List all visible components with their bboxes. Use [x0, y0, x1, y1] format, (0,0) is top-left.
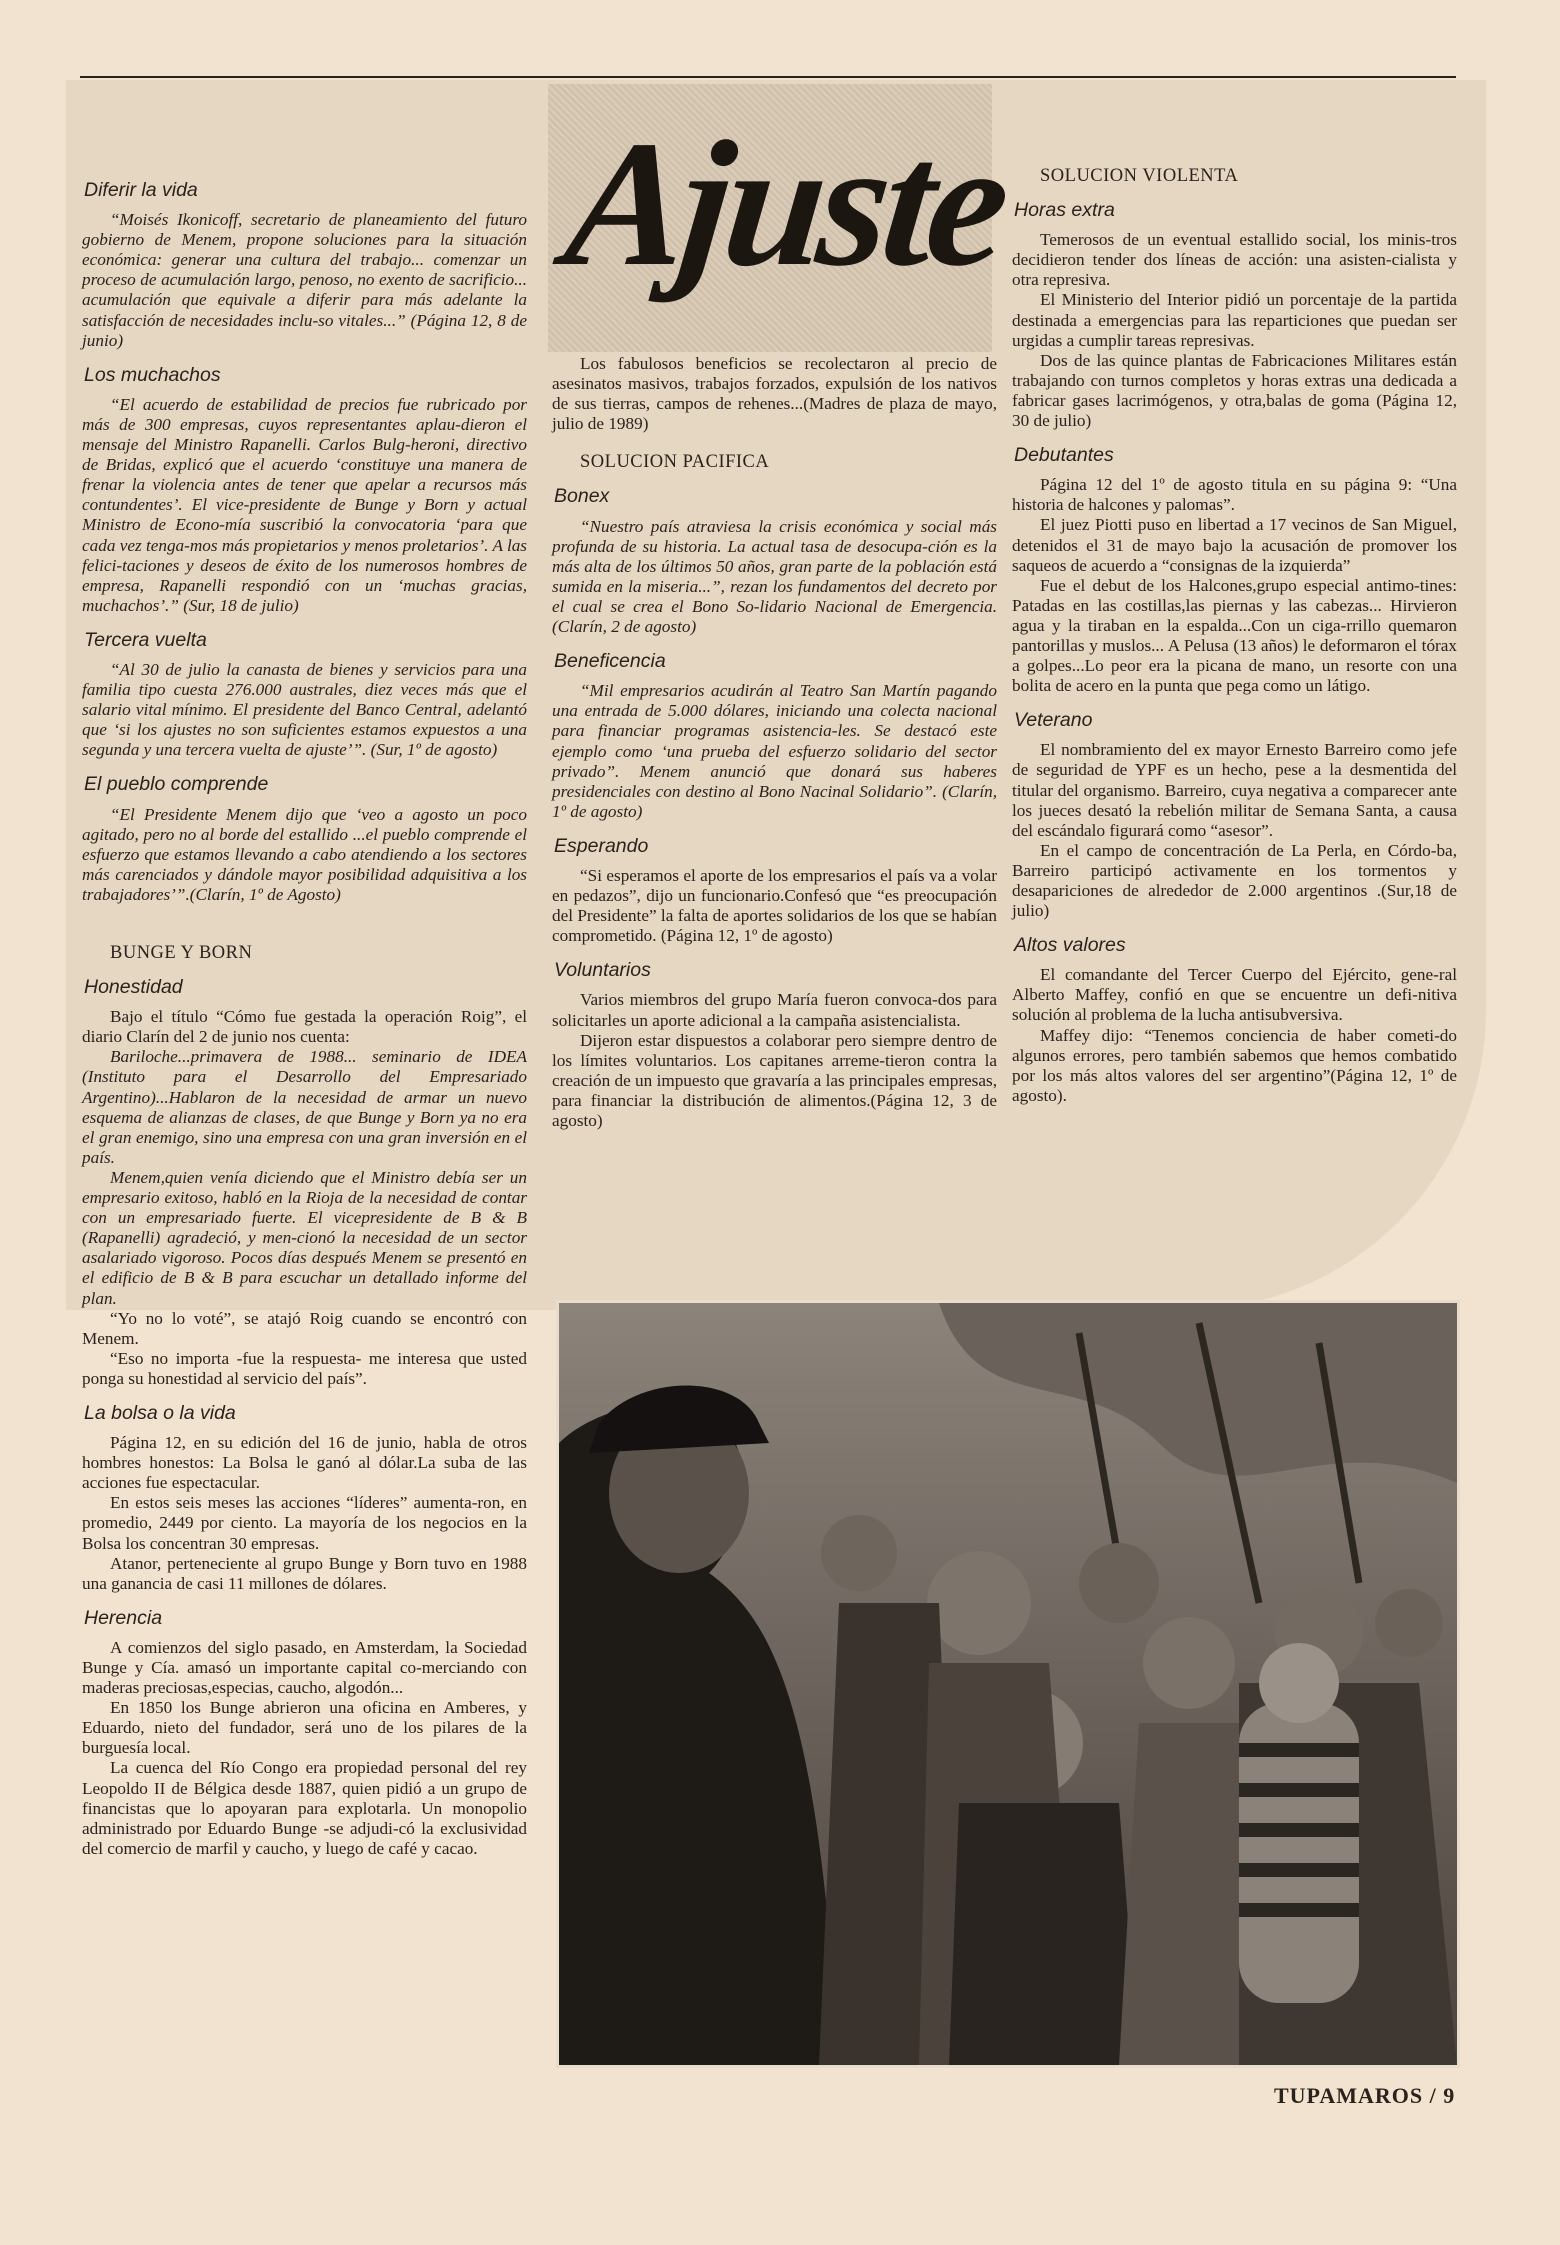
page-title: Ajuste: [557, 104, 1013, 303]
heading-debutantes: Debutantes: [1014, 444, 1114, 467]
heading-bolsa: La bolsa o la vida: [84, 1401, 236, 1424]
altos-p2: Maffey dijo: “Tenemos conciencia de haber cometi-do algunos errores, pero también sabemos que hemos combatido por los más altos valores del ser argentino”(Página 12, 1º de agosto).: [1012, 1025, 1457, 1105]
column-3: [1012, 166, 1457, 1106]
text-tercera: “Al 30 de julio la canasta de bienes y servicios para una familia tipo cuesta 276.000 australes, diez veces más que el salario vital mínimo. El presidente del Banco Central, adelantó que ‘si los ajustes no son suficientes estamos expuestos a una segunda y una tercera vuelta de ajuste’”. (Sur, 1º de agosto): [82, 659, 527, 760]
honestidad-p5: “Eso no importa -fue la respuesta- me interesa que usted ponga su honestidad al servicio del país”.: [82, 1348, 527, 1388]
debutantes-p1: Página 12 del 1º de agosto titula en su página 9: “Una historia de halcones y palomas”.: [1012, 475, 1457, 515]
honestidad-p3: Menem,quien venía diciendo que el Ministro debía ser un empresario exitoso, habló en la Rioja de la necesidad de contar con un empresariado fuerte. El vicepresidente de B & B (Rapanelli) agradeció, y men-cionó la necesidad de un sector asalariado vigoroso. Pocos días después Menem se presentó en el edificio de B & B para escuchar un detallado informe del plan.: [82, 1167, 527, 1308]
heading-altos: Altos valores: [1014, 934, 1126, 957]
horas-p1: Temerosos de un eventual estallido social, los minis-tros decidieron tender dos líneas de acción: una asisten-cialista y otra represiva.: [1012, 230, 1457, 290]
bolsa-p1: Página 12, en su edición del 16 de junio, habla de otros hombres honestos: La Bolsa le ganó al dólar.La suba de las acciones fue espectacular.: [82, 1433, 527, 1493]
page-footer: TUPAMAROS / 9: [1274, 2083, 1456, 2108]
heading-esperando: Esperando: [554, 834, 649, 857]
voluntarios-p1: Varios miembros del grupo María fueron convoca-dos para solicitarles un aporte adicional a la campaña asistencialista.: [552, 990, 997, 1030]
section-violenta: SOLUCION VIOLENTA: [1040, 166, 1239, 186]
veterano-p1: El nombramiento del ex mayor Ernesto Barreiro como jefe de seguridad de YPF es un hecho, pese a la desmentida del titular del organismo. Barreiro, cuya negativa a comparecer ante los jueces desató la rebelión militar de Semana Santa, a causa del escándalo figurará como “asesor”.: [1012, 740, 1457, 840]
honestidad-p2: Bariloche...primavera de 1988... seminario de IDEA (Instituto para el Desarrollo del Empresariado Argentino)...Hablaron de la necesidad de armar un nuevo esquema de alianzas de clases, de que Bunge y Born ya no era el gran enemigo, sino una empresa con una gran inversión en el país.: [82, 1047, 527, 1167]
text-muchachos: “El acuerdo de estabilidad de precios fue rubricado por más de 300 empresas, cuyos representantes aplau-dieron el mensaje del Ministro Rapanelli. Carlos Bulg-heroni, directivo de Bridas, explicó que el acuerdo ‘constituye una manera de frenar la violencia antes de tener que apelar a recursos más contundentes’. El vice-presidente de Bunge y Born y actual Ministro de Econo-mía suscribió la convocatoria ‘para que cada vez tenga-mos más propietarios y menos proletarios’. A las felici-taciones y deseos de éxito de los numerosos hombres de empresa, Rapanelli respondió con un ‘muchas gracias, muchachos’.” (Sur, 18 de julio): [82, 394, 527, 615]
photo-illustration: [559, 1303, 1457, 2065]
herencia-p1: A comienzos del siglo pasado, en Amsterdam, la Sociedad Bunge y Cía. amasó un importante capital co-merciando con maderas preciosas,especias, caucho, algodón...: [82, 1637, 527, 1698]
bolsa-p2: En estos seis meses las acciones “líderes” aumenta-ron, en promedio, 2449 por ciento. La mayoría de los negocios en la Bolsa los concentran 30 empresas.: [82, 1493, 527, 1553]
news-photo: [556, 1300, 1460, 2068]
heading-honestidad: Honestidad: [84, 976, 183, 999]
text-bonex: “Nuestro país atraviesa la crisis económica y social más profunda de su historia. La actual tasa de desocupa-ción es la más alta de los últimos 50 años, gran parte de la población está sumida en la miseria...”, rezan los fundamentos del decreto por el cual se crea el Bono So-lidario Nacional de Emergencia.(Clarín, 2 de agosto): [552, 516, 997, 637]
honestidad-p1: Bajo el título “Cómo fue gestada la operación Roig”, el diario Clarín del 2 de junio nos cuenta:: [82, 1007, 527, 1047]
top-rule: [80, 76, 1456, 78]
heading-veterano: Veterano: [1014, 709, 1093, 732]
debutantes-p3: Fue el debut de los Halcones,grupo especial antimo-tines: Patadas en las costillas,las piernas y las cabezas... Hirvieron agua y la tiraban en la espalda...Con un ciga-rrillo quemaron pantorillas y muslos... A Pelusa (13 años) le deformaron el tórax a golpes...Lo peor era la picana de mano, un resorte con una bolita de acero en la punta que pega como un látigo.: [1012, 575, 1457, 696]
debutantes-p2: El juez Piotti puso en libertad a 17 vecinos de San Miguel, detenidos el 31 de mayo bajo la acusación de promover los saqueos de acuerdo a “consignas de la izquierda”: [1012, 515, 1457, 575]
herencia-p3: La cuenca del Río Congo era propiedad personal del rey Leopoldo II de Bélgica desde 1887, quien pidió a un grupo de financistas que lo apoyaran para explotarla. Un monopolio administrado por Eduardo Bunge -se adjudi-có la exclusividad del comercio de marfil y caucho, y luego de café y cacao.: [82, 1758, 527, 1858]
text-beneficencia: “Mil empresarios acudirán al Teatro San Martín pagando una entrada de 5.000 dólares, iniciando una colecta nacional para financiar programas asistencia-les. Se destacó este ejemplo como ‘una prueba del esfuerzo solidario del sector privado”. Menem anunció que donará sus haberes presidenciales con destino al Bono Nacinal Solidario”. (Clarín, 1º de agosto): [552, 681, 997, 821]
heading-diferir: Diferir la vida: [84, 179, 198, 201]
altos-p1: El comandante del Tercer Cuerpo del Ejército, gene-ral Alberto Maffey, confió en que se encuentre un defi-nitiva solución al problema de la lucha antisubversiva.: [1012, 965, 1457, 1025]
honestidad-p4: “Yo no lo voté”, se atajó Roig cuando se encontró con Menem.: [82, 1308, 527, 1348]
heading-horas: Horas extra: [1014, 199, 1115, 222]
text-diferir: “Moisés Ikonicoff, secretario de planeamiento del futuro gobierno de Menem, propone soluciones para la situación económica: generar una cultura del trabajo... comenzar un proceso de acumulación largo, penoso, no exento de sacrificio... acumulación que equivale a diferir para más adelante la satisfacción de necesidades inclu-so vitales...” (Página 12, 8 de junio): [82, 210, 527, 350]
heading-tercera: Tercera vuelta: [84, 628, 207, 651]
heading-pueblo: El pueblo comprende: [84, 773, 269, 796]
column-1: [82, 166, 527, 1859]
heading-herencia: Herencia: [84, 1606, 163, 1629]
veterano-p2: En el campo de concentración de La Perla, en Córdo-ba, Barreiro participó activamente en los tormentos y desapariciones de alrededor de 2.000 argentinos .(Sur,18 de julio): [1012, 840, 1457, 921]
heading-beneficencia: Beneficencia: [554, 650, 666, 673]
bolsa-p3: Atanor, perteneciente al grupo Bunge y Born tuvo en 1988 una ganancia de casi 11 millones de dólares.: [82, 1553, 527, 1593]
heading-voluntarios: Voluntarios: [554, 959, 651, 982]
text-esperando: “Si esperamos el aporte de los empresarios el país va a volar en pedazos”, dijo un funcionario.Confesó que “es preocupación del Presidente” la falta de aportes solidarios de los que se habían comprometido. (Página 12, 1º de agosto): [552, 865, 997, 946]
section-bunge: BUNGE Y BORN: [110, 943, 253, 963]
horas-p2: El Ministerio del Interior pidió un porcentaje de la partida destinada a emergencias para las reparticiones que puedan ser urgidas a cumplir tareas represivas.: [1012, 290, 1457, 350]
intro-text: Los fabulosos beneficios se recolectaron al precio de asesinatos masivos, trabajos forzados, expulsión de los nativos de sus tierras, campos de rehenes...(Madres de plaza de mayo, julio de 1989): [552, 354, 997, 434]
horas-p3: Dos de las quince plantas de Fabricaciones Militares están trabajando con turnos completos y horas extras una dedicada a fabricar gases lacrimógenos, y otra,balas de goma (Página 12, 30 de julio): [1012, 350, 1457, 431]
title-box: [548, 84, 1013, 352]
herencia-p2: En 1850 los Bunge abrieron una oficina en Amberes, y Eduardo, nieto del fundador, será uno de los pilares de la burguesía local.: [82, 1698, 527, 1758]
section-pacifica: SOLUCION PACIFICA: [580, 452, 770, 473]
column-2: [552, 354, 997, 1131]
heading-bonex: Bonex: [554, 485, 610, 508]
text-pueblo: “El Presidente Menem dijo que ‘veo a agosto un poco agitado, pero no al borde del estallido ...el pueblo comprende el esfuerzo que estamos llevando a cabo atendiendo a los sectores más carenciados y dándole mayor posibilidad adquisitiva a los trabajadores’”.(Clarín, 1º de Agosto): [82, 804, 527, 904]
voluntarios-p2: Dijeron estar dispuestos a colaborar pero siempre dentro de los límites voluntarios. Los capitanes arreme-tieron contra la creación de un impuesto que gravaría a las principales empresas, para financiar la distribución de alimentos.(Página 12, 3 de agosto): [552, 1030, 997, 1130]
heading-muchachos: Los muchachos: [84, 363, 221, 386]
